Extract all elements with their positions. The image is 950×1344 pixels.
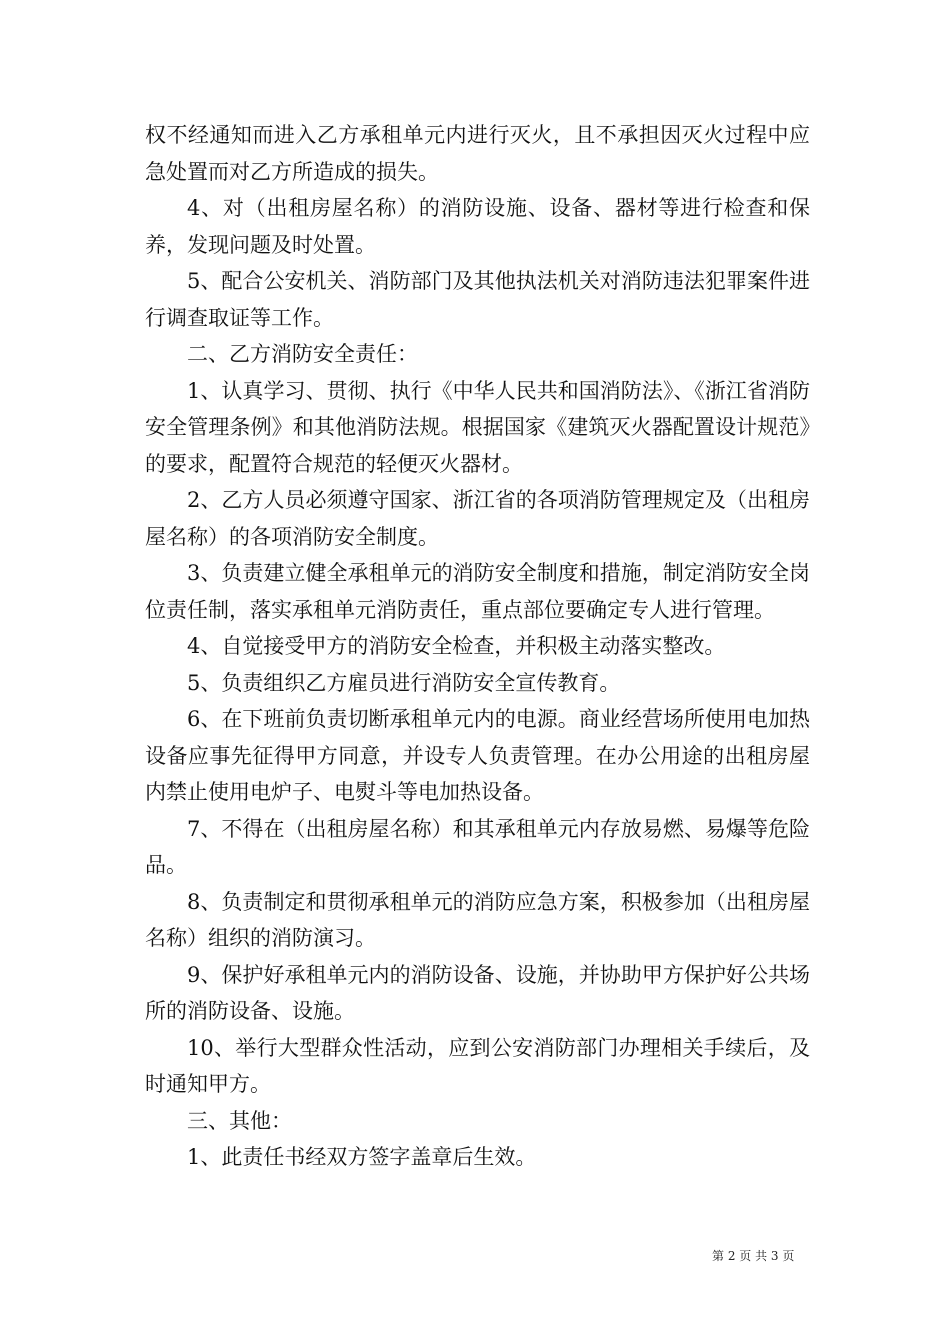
- paragraph-3: 5、配合公安机关、消防部门及其他执法机关对消防违法犯罪案件进行调查取证等工作。: [145, 269, 810, 330]
- paragraph-13: 9、保护好承租单元内的消防设备、设施，并协助甲方保护好公共场所的消防设备、设施。: [145, 962, 810, 1023]
- paragraph-16: 1、此责任书经双方签字盖章后生效。: [187, 1145, 537, 1169]
- section-heading-other: 三、其他：: [187, 1108, 292, 1133]
- paragraph-7: 3、负责建立健全承租单元的消防安全制度和措施，制定消防安全岗位责任制，落实承租单元消防责任，重点部位要确定专人进行管理。: [145, 561, 810, 622]
- page-number-footer: 第 2 页 共 3 页: [712, 1249, 795, 1263]
- paragraph-1: 权不经通知而进入乙方承租单元内进行灭火，且不承担因灭火过程中应急处置而对乙方所造成的损失。: [145, 123, 810, 184]
- document-body: [145, 117, 810, 1176]
- paragraph-6: 2、乙方人员必须遵守国家、浙江省的各项消防管理规定及（出租房屋名称）的各项消防安全制度。: [145, 488, 810, 549]
- section-heading-party-b: 二、乙方消防安全责任：: [187, 342, 418, 366]
- paragraph-8: 4、自觉接受甲方的消防安全检查，并积极主动落实整改。: [187, 634, 726, 658]
- paragraph-9: 5、负责组织乙方雇员进行消防安全宣传教育。: [187, 670, 621, 695]
- paragraph-10: 6、在下班前负责切断承租单元内的电源。商业经营场所使用电加热设备应事先征得甲方同意，并设专人负责管理。在办公用途的出租房屋内禁止使用电炉子、电熨斗等电加热设备。: [145, 707, 810, 804]
- paragraph-2: 4、对（出租房屋名称）的消防设施、设备、器材等进行检查和保养，发现问题及时处置。: [145, 196, 810, 257]
- paragraph-5: 1、认真学习、贯彻、执行《中华人民共和国消防法》、《浙江省消防安全管理条例》和其他消防法规。根据国家《建筑灭火器配置设计规范》的要求，配置符合规范的轻便灭火器材。: [145, 378, 810, 476]
- paragraph-11: 7、不得在（出租房屋名称）和其承租单元内存放易燃、易爆等危险品。: [145, 816, 810, 877]
- paragraph-12: 8、负责制定和贯彻承租单元的消防应急方案，积极参加（出租房屋名称）组织的消防演习。: [145, 889, 810, 950]
- paragraph-14: 10、举行大型群众性活动，应到公安消防部门办理相关手续后，及时通知甲方。: [145, 1035, 810, 1096]
